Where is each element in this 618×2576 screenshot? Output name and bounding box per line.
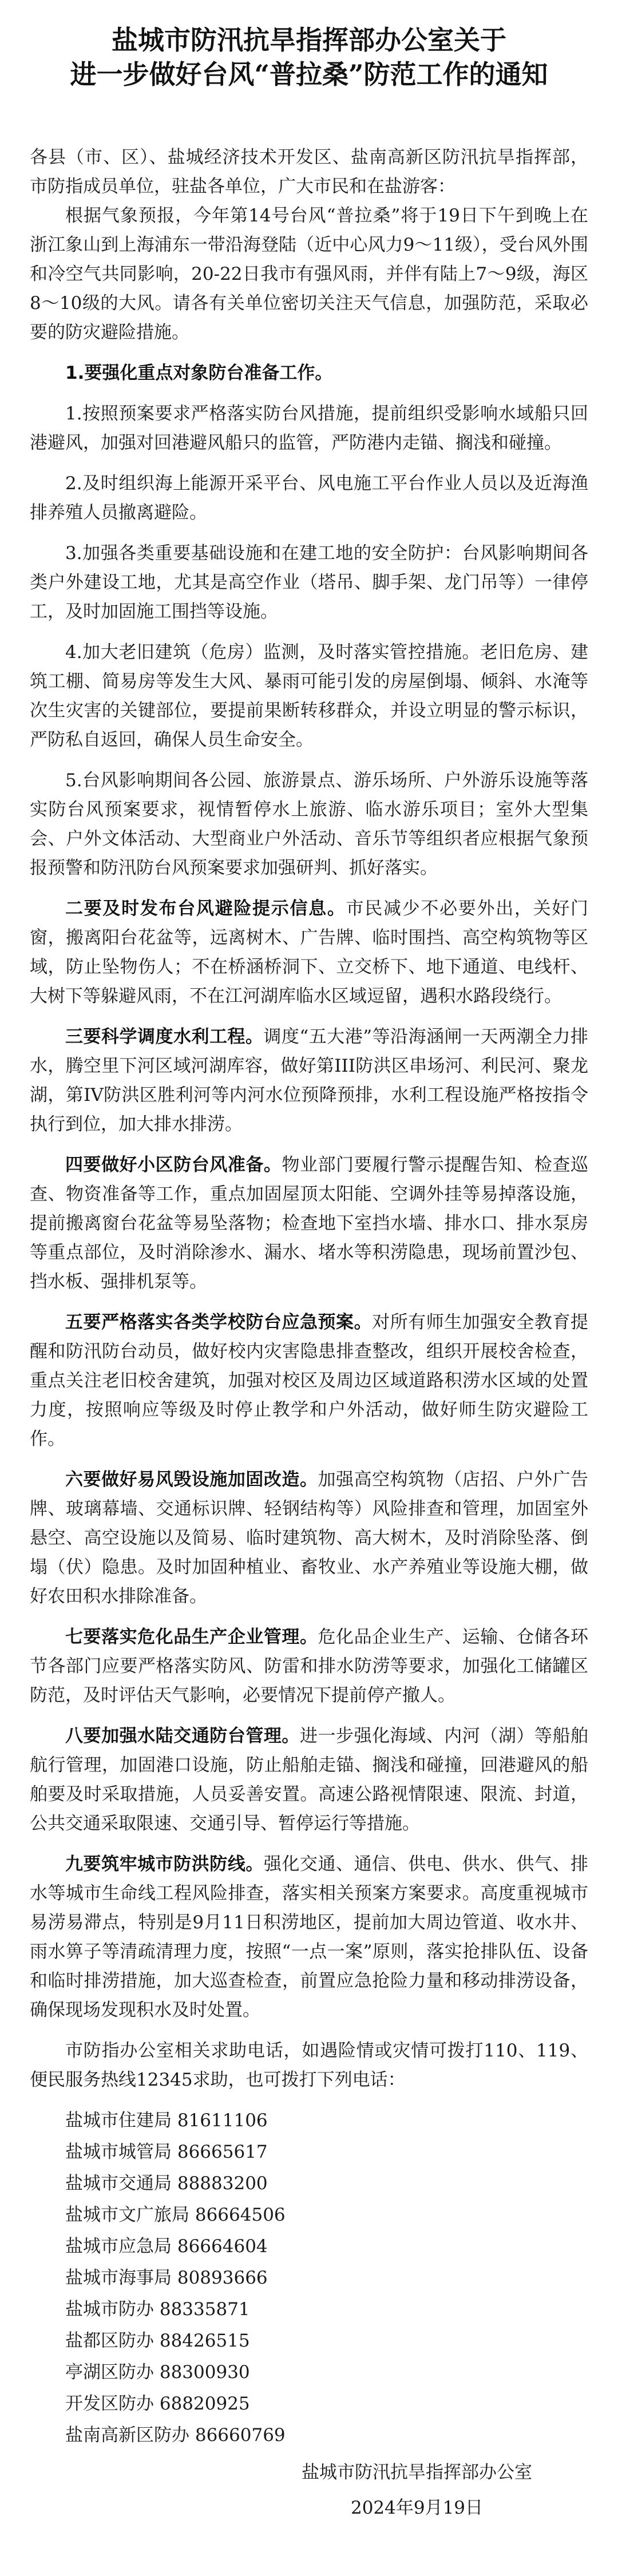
section-text: 调度“五大港”等沿海涵闸一天两潮全力排水，腾空里下河区域河湖库容，做好第III防洪区串场河、利民河、聚龙湖，第IV防洪区胜利河等内河水位预降预排，水利工程设施严格按指令执行到位，加大排水排涝。	[30, 1027, 588, 1135]
contact-item: 盐城市交通局 88883200	[65, 2173, 268, 2194]
section-text: 物业部门要履行警示提醒告知、检查巡查、物资准备等工作，重点加固屋顶太阳能、空调外挂等易掉落设施，提前搬离窗台花盆等易坠落物；检查地下室挡水墙、排水口、排水泵房等重点部位，及时消除渗水、漏水、堵水等积涝隐患，现场前置沙包、挡水板、强排机泵等。	[30, 1155, 589, 1292]
recipient-line: 各县（市、区）、盐城经济技术开发区、盐南高新区防汛抗旱指挥部，市防指成员单位，驻盐各单位，广大市民和在盐游客：	[30, 147, 588, 197]
intro-paragraph: 根据气象预报，今年第14号台风“普拉桑”将于19日下午到晚上在浙江象山到上海浦东一带沿海登陆（近中心风力9～11级），受台风外围和冷空气共同影响，20-22日我市有强风雨，并伴有陆上7～9级，海区8～10级的大风。请各有关单位密切关注天气信息，加强防范，采取必要的防灾避险措施。	[30, 205, 588, 343]
section-heading: 二要及时发布台风避险提示信息。	[65, 898, 346, 919]
section-text: 进一步强化海域、内河（湖）等船舶航行管理，加固港口设施，防止船舶走锚、搁浅和碰撞，回港避风的船舶要及时采取措施，人员妥善安置。高速公路视情限速、限流、封道，公共交通采取限速、交通引导、暂停运行等措施。	[30, 1726, 589, 1834]
contact-item: 盐城市应急局 86664604	[65, 2236, 268, 2257]
section-1-item-3: 3.加强各类重要基础设施和在建工地的安全防护：台风影响期间各类户外建设工地，尤其是高空作业（塔吊、脚手架、龙门吊等）一律停工，及时加固施工围挡等设施。	[30, 543, 588, 622]
contact-item: 盐城市住建局 81611106	[65, 2110, 268, 2131]
contact-item: 盐城市文广旅局 86664506	[65, 2205, 286, 2225]
section-8	[30, 1722, 588, 1838]
contact-list	[30, 2106, 588, 2450]
section-heading: 六要做好易风毁设施加固改造。	[65, 1469, 318, 1490]
section-text: 市民减少不必要外出，关好门窗，搬离阳台花盆等，远离树木、广告牌、临时围挡、高空构筑物等区域，防止坠物伤人；不在桥涵桥洞下、立交桥下、地下通道、电线杆、大树下等躲避风雨，不在江河湖库临水区域逗留，遇积水路段绕行。	[30, 898, 589, 1006]
contact-item: 盐都区防办 88426515	[65, 2331, 250, 2351]
section-3	[30, 1023, 588, 1139]
section-heading: 三要科学调度水利工程。	[65, 1027, 264, 1047]
title-line-2: 进一步做好台风“普拉桑”防范工作的通知	[70, 59, 548, 90]
contact-item: 盐城市防办 88335871	[65, 2299, 250, 2320]
section-7	[30, 1623, 588, 1710]
contact-item: 亭湖区防办 88300930	[65, 2362, 250, 2383]
section-1-item-4: 4.加大老旧建筑（危房）监测，及时落实管控措施。老旧危房、建筑工棚、简易房等发生大风、暴雨可能引发的房屋倒塌、倾斜、水淹等次生灾害的关键部位，要提前果断转移群众，并设立明显的警示标识，严防私自返回，确保人员生命安全。	[30, 642, 588, 750]
section-9	[30, 1850, 588, 2025]
section-1-item-2: 2.及时组织海上能源开采平台、风电施工平台作业人员以及近海渔排养殖人员撤离避险。	[30, 473, 588, 523]
section-text: 对所有师生加强安全教育提醒和防汛防台动员，做好校内灾害隐患排查整改，组织开展校舍检查，重点关注老旧校舍建筑，加强对校区及周边区域道路积涝水区域的处置力度，按照响应等级及时停止教学和户外活动，做好师生防灾避险工作。	[30, 1312, 589, 1449]
contact-item: 盐城市城管局 86665617	[65, 2142, 268, 2162]
section-heading: 1.要强化重点对象防台准备工作。	[65, 363, 333, 383]
section-heading: 八要加强水陆交通防台管理。	[65, 1726, 300, 1746]
contacts-intro: 市防指办公室相关求助电话，如遇险情或灾情可拨打110、119、便民服务热线12345求助，也可拨打下列电话：	[30, 2040, 588, 2090]
section-text: 危化品企业生产、运输、仓储各环节各部门应要严格落实防风、防雷和排水防涝等要求，加强化工储罐区防范，及时评估天气影响，必要情况下提前停产撤人。	[30, 1627, 588, 1706]
section-heading: 九要筑牢城市防洪防线。	[65, 1854, 264, 1874]
section-heading: 四要做好小区防台风准备。	[65, 1155, 282, 1175]
section-heading: 七要落实危化品生产企业管理。	[65, 1627, 318, 1647]
section-2	[30, 894, 588, 1011]
section-heading: 五要严格落实各类学校防台应急预案。	[65, 1312, 373, 1333]
section-text: 加强高空构筑物（店招、户外广告牌、玻璃幕墙、交通标识牌、轻钢结构等）风险排查和管理，加固室外悬空、高空设施以及简易、临时建筑物、高大树木，及时消除坠落、倒塌（伏）隐患。及时加固种植业、畜牧业、水产养殖业等设施大棚，做好农田积水排除准备。	[30, 1469, 588, 1607]
contact-item: 盐南高新区防办 86660769	[65, 2425, 286, 2446]
title-line-1: 盐城市防汛抗旱指挥部办公室关于	[112, 25, 506, 56]
contact-item: 开发区防办 68820925	[65, 2393, 250, 2414]
section-1-item-5: 5.台风影响期间各公园、旅游景点、游乐场所、户外游乐设施等落实防台风预案要求，视情暂停水上旅游、临水游乐项目；室外大型集会、户外文体活动、大型商业户外活动、音乐节等组织者应根据气象预报预警和防汛防台风预案要求加强研判、抓好落实。	[30, 770, 588, 878]
contact-item: 盐城市海事局 80893666	[65, 2268, 268, 2288]
section-4	[30, 1151, 588, 1297]
section-5	[30, 1308, 588, 1454]
signature-block	[302, 2455, 532, 2526]
signature-organization: 盐城市防汛抗旱指挥部办公室	[302, 2462, 532, 2483]
section-1-heading	[30, 359, 588, 388]
signature-date: 2024年9月19日	[350, 2498, 484, 2518]
document-title	[30, 23, 588, 92]
section-1-item-1: 1.按照预案要求严格落实防台风措施，提前组织受影响水域船只回港避风，加强对回港避风船只的监管，严防港内走锚、搁浅和碰撞。	[30, 403, 588, 453]
section-text: 强化交通、通信、供电、供水、供气、排水等城市生命线工程风险排查，落实相关预案方案要求。高度重视城市易涝易滞点，特别是9月11日积涝地区，提前加大周边管道、收水井、雨水箅子等清疏清理力度，按照“一点一案”原则，落实抢排队伍、设备和临时排涝措施，加大巡查检查，前置应急抢险力量和移动排涝设备，确保现场发现积水及时处置。	[30, 1854, 589, 2020]
section-6	[30, 1465, 588, 1611]
